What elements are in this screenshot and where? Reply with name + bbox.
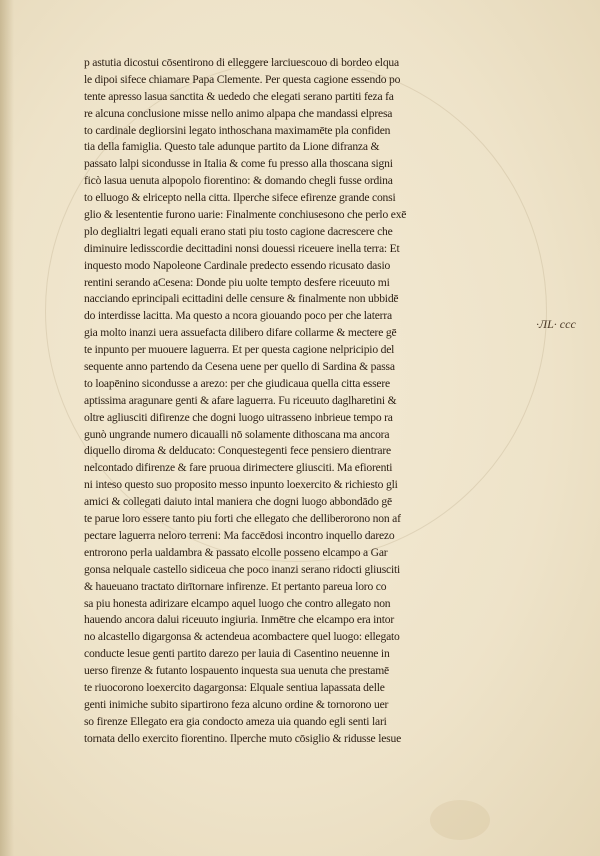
paper-stain [430, 800, 490, 840]
text-block [84, 55, 484, 748]
text-line: nacciando eprincipali ecittadini delle censure & finalmente non ubbidē [84, 292, 399, 306]
text-line: no alcastello digargonsa & actendeua acombactere quel luogo: ellegato [84, 630, 400, 644]
text-line: nelcontado difirenze & fare pruoua dirimectere gliusciti. Ma efiorenti [84, 461, 393, 475]
text-line: te inpunto per muouere laguerra. Et per questa cagione nelpricipio del [84, 343, 395, 357]
text-line: tia della famiglia. Questo tale adunque partito da Lione difranza & [84, 140, 380, 154]
text-line: ni inteso questo suo proposito messo inpunto loexercito & richiesto gli [84, 478, 398, 492]
text-line: genti inimiche subito sipartirono feza alcuno ordine & tornorono uer [84, 697, 389, 711]
text-line: glio & lesententie furono uarie: Finalmente conchiusesono che perlo exē [84, 208, 407, 222]
margin-note: ·ЛL· ccc [536, 317, 576, 331]
text-line: & haueuano tractato dirītornare infirenze. Et pertanto pareua loro co [84, 579, 387, 593]
text-line: amici & collegati daiuto intal maniera che dogni luogo abbondādo gē [84, 495, 392, 509]
text-line: conducte lesue genti partito darezo per lauia di Casentino neuenne in [84, 647, 390, 661]
text-line: le dipoi sifece chiamare Papa Clemente. Per questa cagione essendo po [84, 72, 401, 86]
text-line: to loapēnino sicondusse a arezo: per che giudicaua quella citta essere [84, 376, 390, 390]
text-line: uerso firenze & futanto lospauento inquesta sua uenuta che prestamē [84, 664, 389, 678]
text-line: gunò ungrande numero dicaualli nō solamente dithoscana ma ancora [84, 427, 390, 441]
text-line: ficò lasua uenuta alpopolo fiorentino: & domando chegli fusse ordina [84, 174, 393, 188]
text-line: te riuocorono loexercito dagargonsa: Elquale sentiua lapassata delle [84, 680, 385, 694]
text-line: do interdisse lacitta. Ma questo a ncora giouando poco per che laterra [84, 309, 392, 323]
text-line: te parue loro essere tanto piu forti che ellegato che delliberorono non af [84, 512, 401, 526]
text-line: oltre agliusciti difirenze che dogni luogo uitrasseno inbrieue tempo ra [84, 410, 393, 424]
text-line: so firenze Ellegato era gia condocto ameza uia quando egli senti lari [84, 714, 387, 728]
text-line: inquesto modo Napoleone Cardinale predecto essendo ricusato dasio [84, 258, 391, 272]
text-line: aptissima aragunare genti & afare laguerra. Fu riceuuto daglharetini & [84, 393, 397, 407]
text-line: sa piu honesta adirizare elcampo aquel luogo che contro allegato non [84, 596, 391, 610]
text-line: tornata dello exercito fiorentino. Ilperche muto cōsiglio & ridusse lesue [84, 731, 402, 745]
text-line: p astutia dicostui cōsentirono di elleggere larciuescouo di bordeo elqua [84, 56, 399, 69]
text-line: re alcuna conclusione misse nello animo alpapa che mandassi elpresa [84, 106, 393, 120]
text-line: entrorono perla ualdambra & passato elcolle posseno elcampo a Gar [84, 545, 388, 559]
text-line: hauendo ancora dalui riceuuto ingiuria. Inmētre che elcampo era intor [84, 613, 395, 627]
text-line: gonsa nelquale castello sidiceua che poco inanzi serano ridocti gliusciti [84, 562, 401, 576]
text-line: diquello diroma & delducato: Conquestegenti fece pensiero dientrare [84, 444, 391, 458]
text-line: passato lalpi sicondusse in Italia & come fu presso alla thoscana signi [84, 157, 393, 171]
text-line: pectare laguerra neloro terreni: Ma faccēdosi incontro inquello darezo [84, 528, 395, 542]
text-line: diminuire ledisscordie decittadini nonsi douessi riceuere inella terra: Et [84, 241, 400, 255]
text-line: gia molto inanzi uera assuefacta dilibero difare collarme & mectere gē [84, 326, 397, 340]
text-line: sequente anno partendo da Cesena uene per quello di Sardina & passa [84, 360, 395, 374]
text-line: plo deglialtri legati equali erano stati piu tosto cagione dacrescere che [84, 224, 393, 238]
text-line: tente apresso lasua sanctita & uededo che elegati serano partiti feza fa [84, 89, 394, 103]
text-line: to cardinale degliorsini legato inthoschana maximamēte pla confiden [84, 123, 391, 137]
text-line: rentini serando aCesena: Donde piu uolte tempto desfere riceuuto mi [84, 275, 390, 289]
page-edge-shadow [0, 0, 14, 856]
text-line: to elluogo & elricepto nella citta. Ilperche sifece efirenze grande consi [84, 191, 396, 205]
